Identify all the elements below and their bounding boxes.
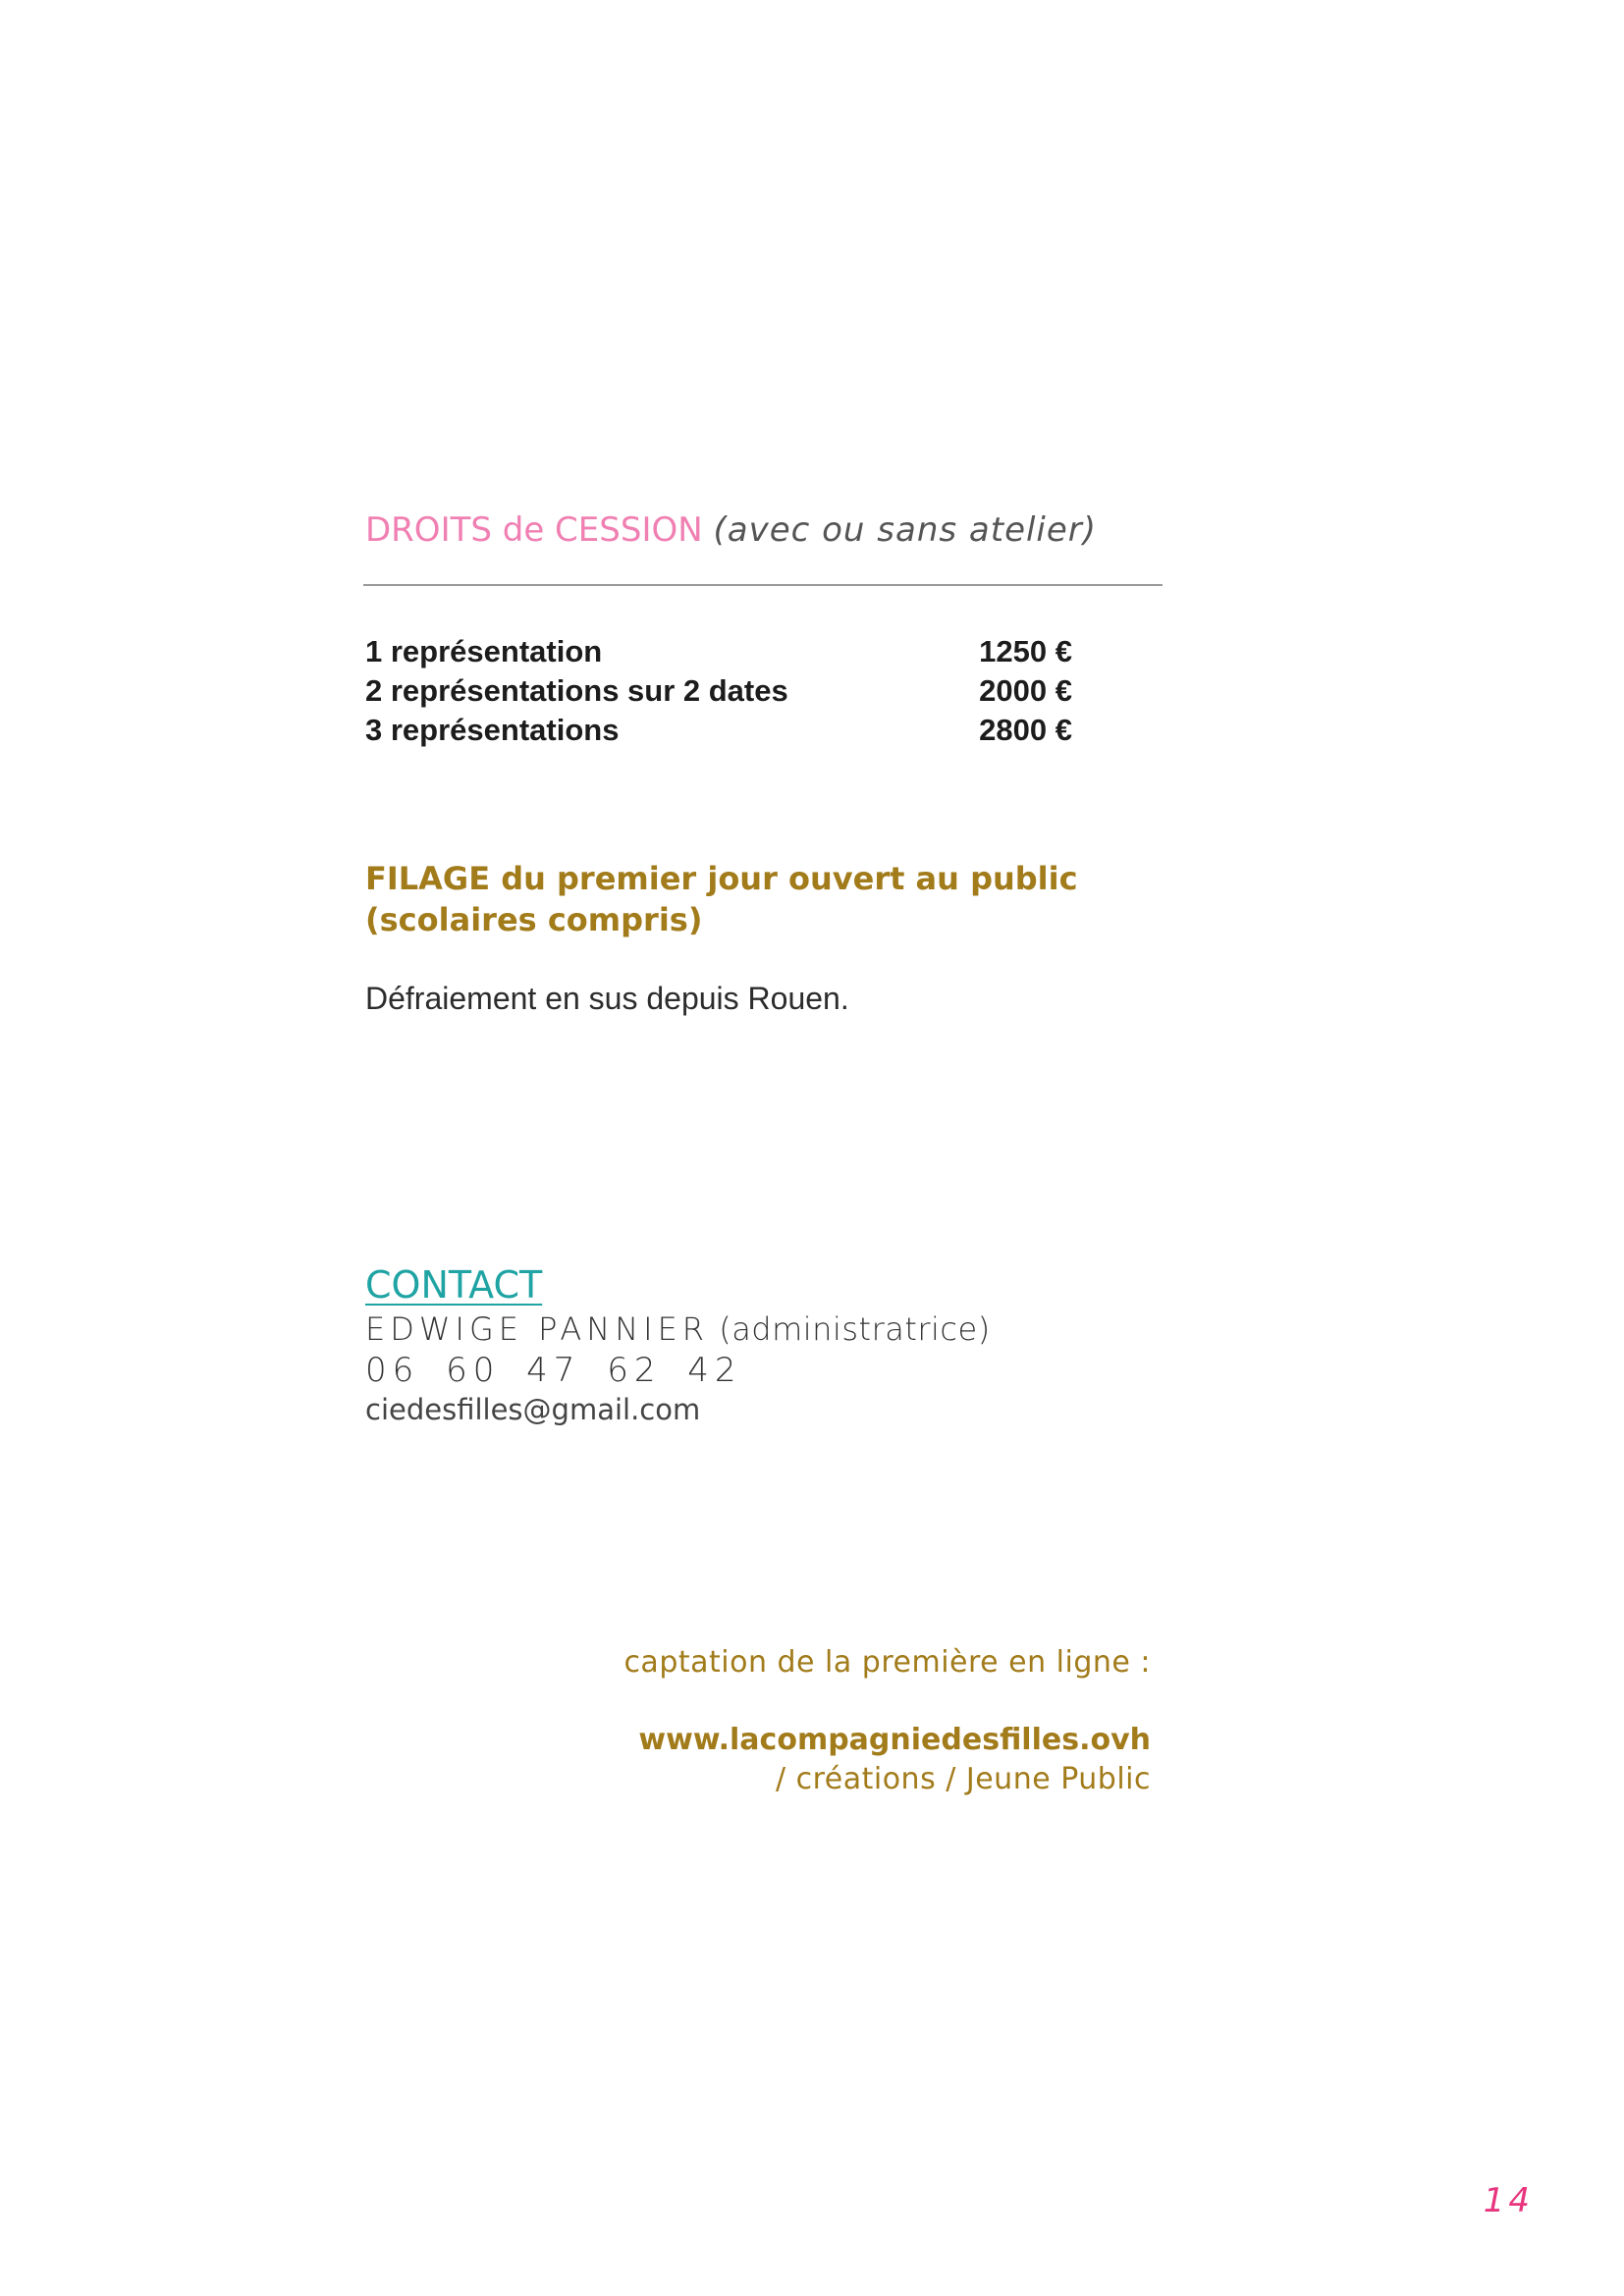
website-path: / créations / Jeune Public bbox=[775, 1762, 1151, 1796]
contact-name: EDWIGE PANNIER bbox=[365, 1310, 710, 1348]
contact-email: ciedesfilles@gmail.com bbox=[365, 1393, 701, 1426]
price-row-value: 2800 € bbox=[979, 713, 1072, 747]
cession-title: DROITS de CESSION bbox=[365, 510, 703, 550]
price-row-label: 2 représentations sur 2 dates bbox=[365, 673, 788, 708]
cession-subtitle: (avec ou sans atelier) bbox=[713, 510, 1098, 550]
filage-line-1: FILAGE du premier jour ouvert au public bbox=[365, 860, 1078, 897]
captation-label: captation de la première en ligne : bbox=[623, 1645, 1151, 1680]
filage-line-2: (scolaires compris) bbox=[365, 901, 703, 938]
price-row bbox=[365, 671, 1072, 711]
price-row bbox=[365, 632, 1072, 671]
price-row-value: 2000 € bbox=[979, 673, 1072, 708]
price-row-label: 1 représentation bbox=[365, 634, 603, 668]
website-link[interactable]: www.lacompagniedesfilles.ovh bbox=[638, 1723, 1151, 1757]
page-number: 14 bbox=[1483, 2181, 1534, 2220]
contact-role: (administratrice) bbox=[719, 1310, 991, 1348]
section-divider bbox=[363, 584, 1163, 586]
price-table bbox=[365, 632, 1072, 750]
contact-phone: 06 60 47 62 42 bbox=[365, 1351, 742, 1390]
price-row bbox=[365, 711, 1072, 750]
price-row-value: 1250 € bbox=[979, 634, 1072, 668]
cession-heading bbox=[365, 508, 1097, 552]
contact-name-line bbox=[365, 1308, 991, 1350]
filage-heading bbox=[365, 858, 1111, 940]
contact-heading: CONTACT bbox=[365, 1263, 543, 1307]
price-row-label: 3 représentations bbox=[365, 713, 620, 747]
defraiement-note: Défraiement en sus depuis Rouen. bbox=[365, 981, 849, 1016]
